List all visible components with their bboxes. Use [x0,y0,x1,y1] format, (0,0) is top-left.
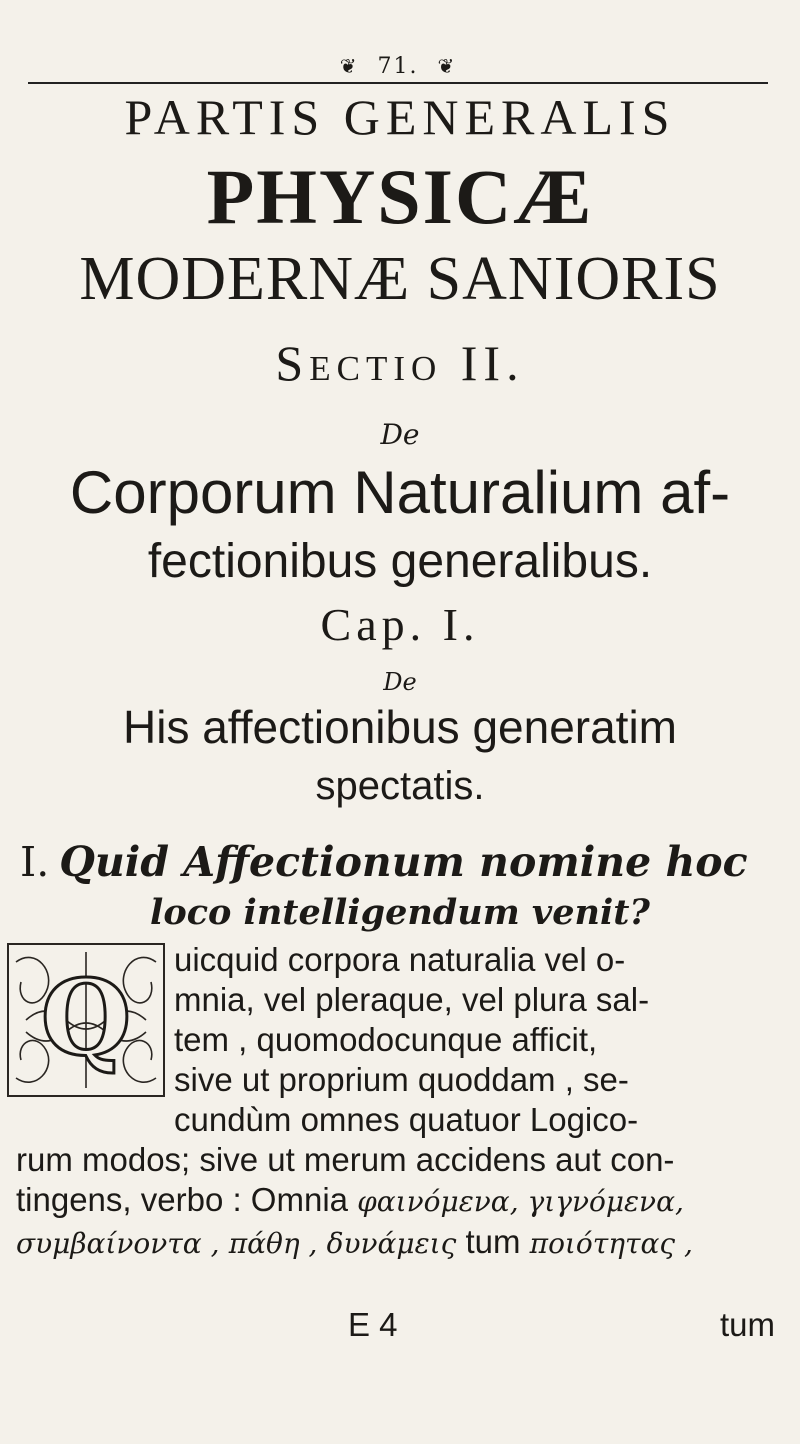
question-text-1: Quid Affectionum nomine hoc [59,838,748,886]
body-line: sive ut proprium quoddam , se- [174,1061,629,1098]
question-line-2: loco intelligendum venit? [150,892,650,933]
running-head [28,54,768,84]
question-line-1 [20,838,790,886]
paragraph-full [16,1140,792,1264]
greek-text: συμβαίνοντα , [16,1227,220,1260]
section-heading-line-2: fectionibus generalibus. [147,535,653,588]
title-line-1: PARTIS GENERALIS [124,89,676,145]
body-line: uicquid corpora naturalia vel o- [174,941,626,978]
greek-text: φαινόμενα, γιγνόμενα, [357,1185,684,1218]
body-text: tingens, verbo : Omnia [16,1181,348,1218]
chapter-de: De [383,668,417,696]
catchword: tum [720,1306,776,1343]
ornament-left-icon: ❦ [339,54,359,78]
body-line: tem , quomodocunque afficit, [174,1021,598,1058]
chapter-label: Cap. I. [320,599,480,650]
chapter-heading-line-2: spectatis. [315,764,485,808]
greek-text: πάθη , [228,1227,318,1260]
initial-letter: Q [40,956,132,1079]
question-number: I. [20,838,50,886]
greek-text: δυνάμεις [326,1227,457,1260]
decorated-initial-icon [6,942,166,1098]
section-heading-line-1: Corporum Naturalium af- [69,459,731,526]
body-line [16,1222,792,1264]
section-de: De [380,418,420,451]
page-footer [0,1306,800,1346]
signature-mark: E 4 [348,1306,398,1343]
body-line: mnia, vel pleraque, vel plura sal- [174,981,650,1018]
paragraph-indented [174,940,786,1140]
title-line-2: PHYSICÆ [206,153,594,240]
ornament-right-icon: ❦ [437,54,457,78]
body-line: cundùm omnes quatuor Logico- [174,1101,639,1138]
body-text: tum [465,1223,521,1260]
chapter-heading-line-1: His affectionibus generatim [123,701,677,753]
greek-text: ποιότητας , [529,1227,693,1260]
section-label: Sectio II. [275,335,525,391]
body-line [16,1180,792,1222]
page-number: 71. [377,54,419,79]
title-line-3: MODERNÆ SANIORIS [79,245,721,313]
body-line: rum modos; sive ut merum accidens aut con- [16,1141,675,1178]
running-head-rule [28,82,768,84]
